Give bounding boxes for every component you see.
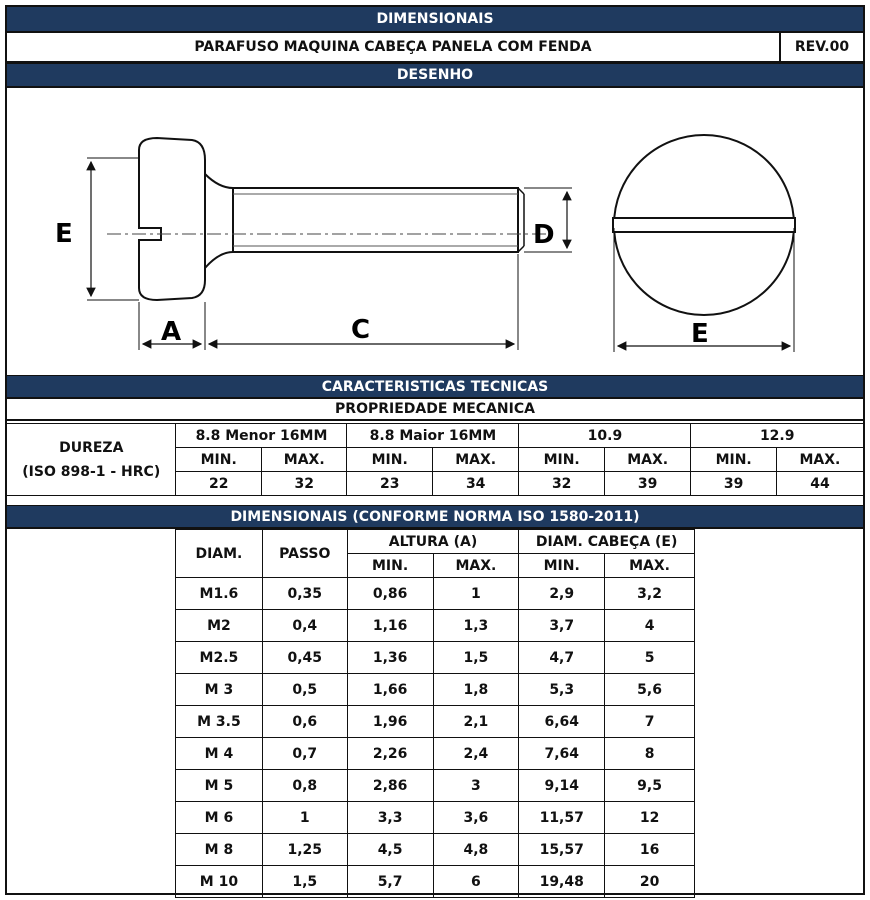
label-d: D <box>533 220 555 250</box>
table-row <box>176 770 695 802</box>
hardness-table <box>7 423 863 496</box>
table-cell: 0,35 <box>262 578 347 610</box>
table-cell: M1.6 <box>176 578 263 610</box>
table-cell: 5,6 <box>605 674 695 706</box>
table-cell: M2.5 <box>176 642 263 674</box>
table-row <box>176 866 695 898</box>
table-cell: 1,66 <box>347 674 433 706</box>
class-header: 8.8 Maior 16MM <box>347 424 519 448</box>
max-header: MAX. <box>604 448 691 472</box>
table-cell: 12 <box>605 802 695 834</box>
table-cell: 11,57 <box>519 802 605 834</box>
table-cell: 5,7 <box>347 866 433 898</box>
table-cell: 16 <box>605 834 695 866</box>
class-header: 12.9 <box>691 424 863 448</box>
table-cell: 0,5 <box>262 674 347 706</box>
table-cell: M 6 <box>176 802 263 834</box>
table-row <box>176 578 695 610</box>
min-header: MIN. <box>347 448 432 472</box>
table-cell: 19,48 <box>519 866 605 898</box>
hardness-value: 32 <box>261 472 346 496</box>
table-cell: 3 <box>433 770 519 802</box>
table-cell: 7 <box>605 706 695 738</box>
hardness-label-cell <box>7 424 176 496</box>
label-a: A <box>161 317 182 347</box>
slot <box>613 218 795 232</box>
hardness-value: 39 <box>691 472 776 496</box>
table-cell: 4,5 <box>347 834 433 866</box>
min-header: MIN. <box>519 554 605 578</box>
table-cell: M 4 <box>176 738 263 770</box>
top-title-bar <box>7 7 863 33</box>
table-cell: 1,5 <box>262 866 347 898</box>
label-e-side: E <box>55 219 73 249</box>
class-header: 10.9 <box>519 424 691 448</box>
table-cell: M 3.5 <box>176 706 263 738</box>
table-cell: 1,96 <box>347 706 433 738</box>
table-cell: 2,9 <box>519 578 605 610</box>
tech-title-bar <box>7 375 863 399</box>
table-cell: 20 <box>605 866 695 898</box>
max-header: MAX. <box>776 448 863 472</box>
table-cell: 9,5 <box>605 770 695 802</box>
datasheet <box>5 5 865 895</box>
table-cell: 4,7 <box>519 642 605 674</box>
table-cell: 3,3 <box>347 802 433 834</box>
table-cell: M 8 <box>176 834 263 866</box>
table-row <box>176 642 695 674</box>
top-title: DIMENSIONAIS <box>376 11 494 27</box>
table-cell: M2 <box>176 610 263 642</box>
col-diam-header: DIAM. <box>176 530 263 578</box>
dims-title-bar <box>7 505 863 529</box>
table-cell: 6 <box>433 866 519 898</box>
technical-drawing <box>7 88 863 375</box>
hardness-label: DUREZA <box>59 439 124 456</box>
table-cell: 2,1 <box>433 706 519 738</box>
table-cell: 4 <box>605 610 695 642</box>
dimensions-table <box>175 529 695 898</box>
min-header: MIN. <box>347 554 433 578</box>
table-cell: 0,4 <box>262 610 347 642</box>
table-row <box>176 802 695 834</box>
class-header: 8.8 Menor 16MM <box>176 424 347 448</box>
hardness-value: 32 <box>519 472 604 496</box>
table-cell: 0,6 <box>262 706 347 738</box>
table-cell: 1 <box>262 802 347 834</box>
min-header: MIN. <box>519 448 604 472</box>
max-header: MAX. <box>261 448 346 472</box>
table-cell: 8 <box>605 738 695 770</box>
table-cell: 9,14 <box>519 770 605 802</box>
tech-title: CARACTERISTICAS TECNICAS <box>321 378 549 395</box>
hardness-value: 39 <box>604 472 691 496</box>
hardness-norm: (ISO 898-1 - HRC) <box>22 463 161 480</box>
product-row <box>7 33 863 63</box>
table-cell: 1,8 <box>433 674 519 706</box>
table-row <box>176 706 695 738</box>
revision-label: REV.00 <box>779 33 863 61</box>
table-cell: 7,64 <box>519 738 605 770</box>
table-cell: M 3 <box>176 674 263 706</box>
label-c: C <box>351 315 371 345</box>
table-cell: 0,7 <box>262 738 347 770</box>
hardness-value: 44 <box>776 472 863 496</box>
col-head-header: DIAM. CABEÇA (E) <box>519 530 695 554</box>
screw-drawing <box>7 88 863 375</box>
table-cell: 4,8 <box>433 834 519 866</box>
table-cell: 2,86 <box>347 770 433 802</box>
screw-head-side <box>139 138 205 300</box>
table-cell: 1,25 <box>262 834 347 866</box>
table-row <box>176 674 695 706</box>
product-name: PARAFUSO MAQUINA CABEÇA PANELA COM FENDA <box>194 39 592 55</box>
table-cell: M 10 <box>176 866 263 898</box>
table-cell: M 5 <box>176 770 263 802</box>
col-height-header: ALTURA (A) <box>347 530 519 554</box>
min-header: MIN. <box>691 448 776 472</box>
table-cell: 0,45 <box>262 642 347 674</box>
table-cell: 3,2 <box>605 578 695 610</box>
hardness-value: 23 <box>347 472 432 496</box>
table-cell: 0,86 <box>347 578 433 610</box>
table-cell: 1 <box>433 578 519 610</box>
table-cell: 5,3 <box>519 674 605 706</box>
table-cell: 15,57 <box>519 834 605 866</box>
max-header: MAX. <box>432 448 519 472</box>
max-header: MAX. <box>605 554 695 578</box>
table-cell: 5 <box>605 642 695 674</box>
table-cell: 3,6 <box>433 802 519 834</box>
drawing-title: DESENHO <box>396 67 474 83</box>
table-cell: 1,36 <box>347 642 433 674</box>
col-pitch-header: PASSO <box>262 530 347 578</box>
table-row <box>176 610 695 642</box>
table-row <box>176 738 695 770</box>
screw-shank <box>233 188 518 252</box>
table-cell: 2,4 <box>433 738 519 770</box>
dims-title: DIMENSIONAIS (CONFORME NORMA ISO 1580-2011) <box>230 508 640 525</box>
table-cell: 1,5 <box>433 642 519 674</box>
table-cell: 2,26 <box>347 738 433 770</box>
mech-subtitle: PROPRIEDADE MECANICA <box>7 399 863 421</box>
table-cell: 3,7 <box>519 610 605 642</box>
table-cell: 1,3 <box>433 610 519 642</box>
min-header: MIN. <box>176 448 261 472</box>
max-header: MAX. <box>433 554 519 578</box>
hardness-value: 22 <box>176 472 261 496</box>
hardness-value: 34 <box>432 472 519 496</box>
table-row <box>176 834 695 866</box>
label-e-head: E <box>691 319 709 349</box>
table-cell: 1,16 <box>347 610 433 642</box>
drawing-title-bar <box>7 63 863 88</box>
table-cell: 0,8 <box>262 770 347 802</box>
table-cell: 6,64 <box>519 706 605 738</box>
